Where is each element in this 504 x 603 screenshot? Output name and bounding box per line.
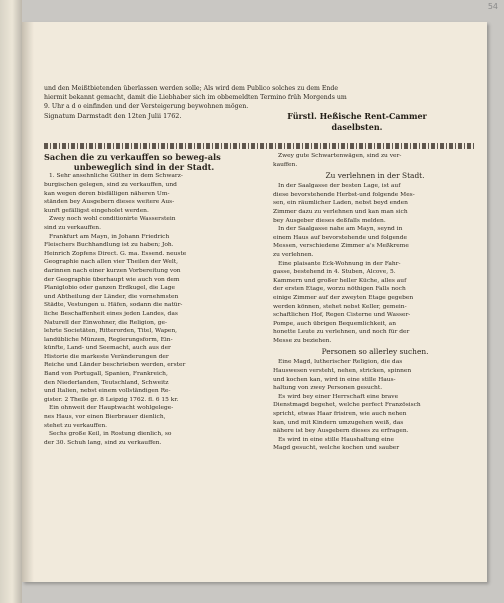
right-column [273, 152, 477, 453]
text-line: sen, ein räumlicher Laden, nebst beyd enden [273, 200, 408, 207]
ornamental-divider [44, 143, 476, 149]
text-line: Hauswesen versteht, nehen, stricken, spinnen [273, 368, 412, 375]
text-line: einem Haus auf bevorstehende und folgende [273, 234, 407, 241]
text-line: Fleischers Buchhandlung ist zu haben; Joh. [44, 242, 174, 249]
text-line: spricht, etwas Haar frisiren, wie auch nehen [273, 411, 407, 418]
section-seeking-text [273, 358, 477, 453]
top-notice-line: 9. Uhr a d o einfinden und der Versteigerung beywohnen mögen. [44, 103, 249, 110]
issuing-authority [238, 111, 476, 133]
right-intro-text [273, 152, 477, 169]
text-line: Messe zu beziehen. [273, 337, 332, 344]
text-line: Eine plaisante Eck-Wohnung in der Fahr- [278, 260, 401, 267]
text-line: Zimmer dazu zu verlehnen und kan man sich [273, 208, 408, 215]
text-line: landübliche Münzen, Regierungsform, Ein- [44, 336, 173, 343]
left-column-text [44, 172, 244, 447]
page-fold-shadow [22, 22, 34, 582]
top-notice-line: und den Meißtbietenden überlassen werden solle; Als wird dem Publico solches zu dem Ende [44, 85, 338, 92]
text-line: Reiche und Länder beschrieben werden, erster [44, 362, 186, 369]
text-line: bey Ausgeber dieses deßfalls melden. [273, 217, 386, 224]
text-line: 1. Sehr ansehnliche Güther in dem Schwarz- [49, 173, 183, 180]
text-line: zu verlehnen. [273, 251, 314, 258]
text-line: und Abtheilung der Länder, die vornehmsten [44, 293, 179, 300]
text-line: haltung von zwey Personen gesucht. [273, 385, 383, 392]
text-line: kan, und mit Kindern umzugehen weiß, das [273, 419, 404, 426]
authority-name: Fürstl. Heßische Rent-Cammer [287, 111, 427, 121]
text-line: kan wegen deren bisfälligen näheren Um- [44, 190, 170, 197]
top-notice-line: hiermit bekannt gemacht, damit die Liebhaber sich im obbemeldten Termino früh Morgends um [44, 94, 347, 101]
text-line: den Niederlanden, Teutschland, Schweitz [44, 379, 169, 386]
text-line: Heinrich Zopfens Direct. G. ma. Essend. neuste [44, 250, 187, 257]
text-line: In der Saalgasse nahe am Mayn, seynd in [278, 226, 403, 233]
text-line: Frankfurt am Mayn, in Johann Friedrich [49, 233, 170, 240]
text-line: sind zu verkauffen. [44, 224, 101, 231]
text-line: In der Saalgasse der besten Lage, ist auf [278, 183, 401, 190]
text-line: Messen, verschiedene Zimmer a's Meßkreme [273, 243, 409, 250]
section-heading-seeking: Personen so allerley suchen. [321, 347, 429, 357]
text-line: Es wird in eine stille Haushaltung eine [278, 436, 394, 443]
text-line: Städte, Vestungen u. Häfen, sodann die natür- [44, 302, 183, 309]
text-line: honette Leute zu verlehnen, und noch für der [273, 329, 410, 336]
section-rent-text [273, 182, 477, 345]
text-line: der ersten Etage, worzu nöthigen Falls noch [273, 286, 406, 293]
section-heading-rent: Zu verlehnen in der Stadt. [325, 171, 425, 181]
text-line: Pompe, auch übrigen Bequemlichkeit, an [273, 320, 396, 327]
text-line: diese bevorstehende Herbst-und folgende Mes- [273, 191, 415, 198]
text-line: der 30. Schuh lang, sind zu verkauffen. [44, 439, 162, 446]
text-line: Kammern und großer heller Küche, alles auf [273, 277, 407, 284]
heading-line: unbeweglich sind in der Stadt. [73, 162, 215, 173]
signature-place-date: Signatum Darmstadt den 12ten Julii 1762. [44, 112, 182, 120]
text-line: werden können, stehet nebst Keller, gemein- [273, 303, 407, 310]
text-line: Zwey noch wohl conditionirte Wasserstein [49, 216, 176, 223]
text-line: stehet zu verkauffen. [44, 422, 108, 429]
left-column [44, 152, 244, 447]
text-line: Ein ohnweit der Hauptwacht wohlgelege- [49, 405, 174, 412]
text-line: lehrte Societäten, Ritterorden, Titel, Wapen, [44, 328, 178, 335]
text-line: Dienstmagd begehet, welche perfect Französisch [273, 402, 421, 409]
text-line: ständen bey Ausgebern dieses weitere Aus- [44, 199, 175, 206]
text-line: Geographie nach allen vier Theilen der Welt, [44, 259, 178, 266]
text-line: Zwey gute Schwartenwägen, sind zu ver- [278, 153, 402, 159]
text-line: kunft gefälligst eingeholet werden. [44, 207, 149, 214]
previous-page-edge [0, 0, 22, 603]
text-line: nes Haus, vor einen Bierbrauer dienlich, [44, 414, 166, 421]
text-line: einige Zimmer auf der zweyten Etage gegeben [273, 294, 414, 301]
text-line: liche Beschaffenheit eines jeden Landes, das [44, 310, 178, 317]
heading-line: Sachen die zu verkauffen so beweg-als [44, 152, 221, 162]
text-line: künfte, Land- und Seemacht, auch aus der [44, 345, 171, 352]
text-line: Naturell der Einwohner, die Religion, ge- [44, 319, 167, 326]
text-line: und kochen kan, wird in eine stille Haus- [273, 376, 396, 383]
archive-page-number: 54 [487, 2, 498, 11]
text-line: Band von Portugall, Spanien, Frankreich, [44, 371, 168, 378]
text-line: gister. 2 Theile gr. 8 Leipzig 1762. fl. 6 15 kr. [44, 396, 179, 403]
left-column-heading [44, 152, 244, 172]
text-line: kauffen. [273, 161, 298, 168]
text-line: schaftlichen Hof, Regen Cisterne und Wasser- [273, 312, 411, 319]
authority-suffix: daselbsten. [331, 122, 383, 132]
text-line: der Geographie überhaupt wie auch von dem [44, 276, 180, 283]
text-line: und Italien, nebst einem vollständigen Re- [44, 388, 171, 395]
text-line: gasse, bestehend in 4. Stuben, Alcove, 5. [273, 269, 396, 276]
text-line: Sechs große Keil, in Rostung dienlich, so [49, 431, 172, 438]
text-line: Planiglobio oder ganzen Erdkugel, die Lage [44, 285, 175, 292]
text-line: Es wird bey einer Herrschaft eine brave [278, 393, 399, 400]
text-line: Historie die markeste Veränderungen der [44, 353, 169, 360]
text-line: Eine Magd, lutherischer Religion, die das [278, 359, 403, 366]
text-line: nähere ist bey Ausgebern dieses zu erfragen. [273, 428, 409, 435]
text-line: burgischen gelegen, sind zu verkauffen, und [44, 182, 177, 188]
text-line: Magd gesucht, welche kochen und sauber [273, 445, 400, 452]
text-line: darinnen nach einer kurzen Vorbereitung von [44, 267, 181, 274]
